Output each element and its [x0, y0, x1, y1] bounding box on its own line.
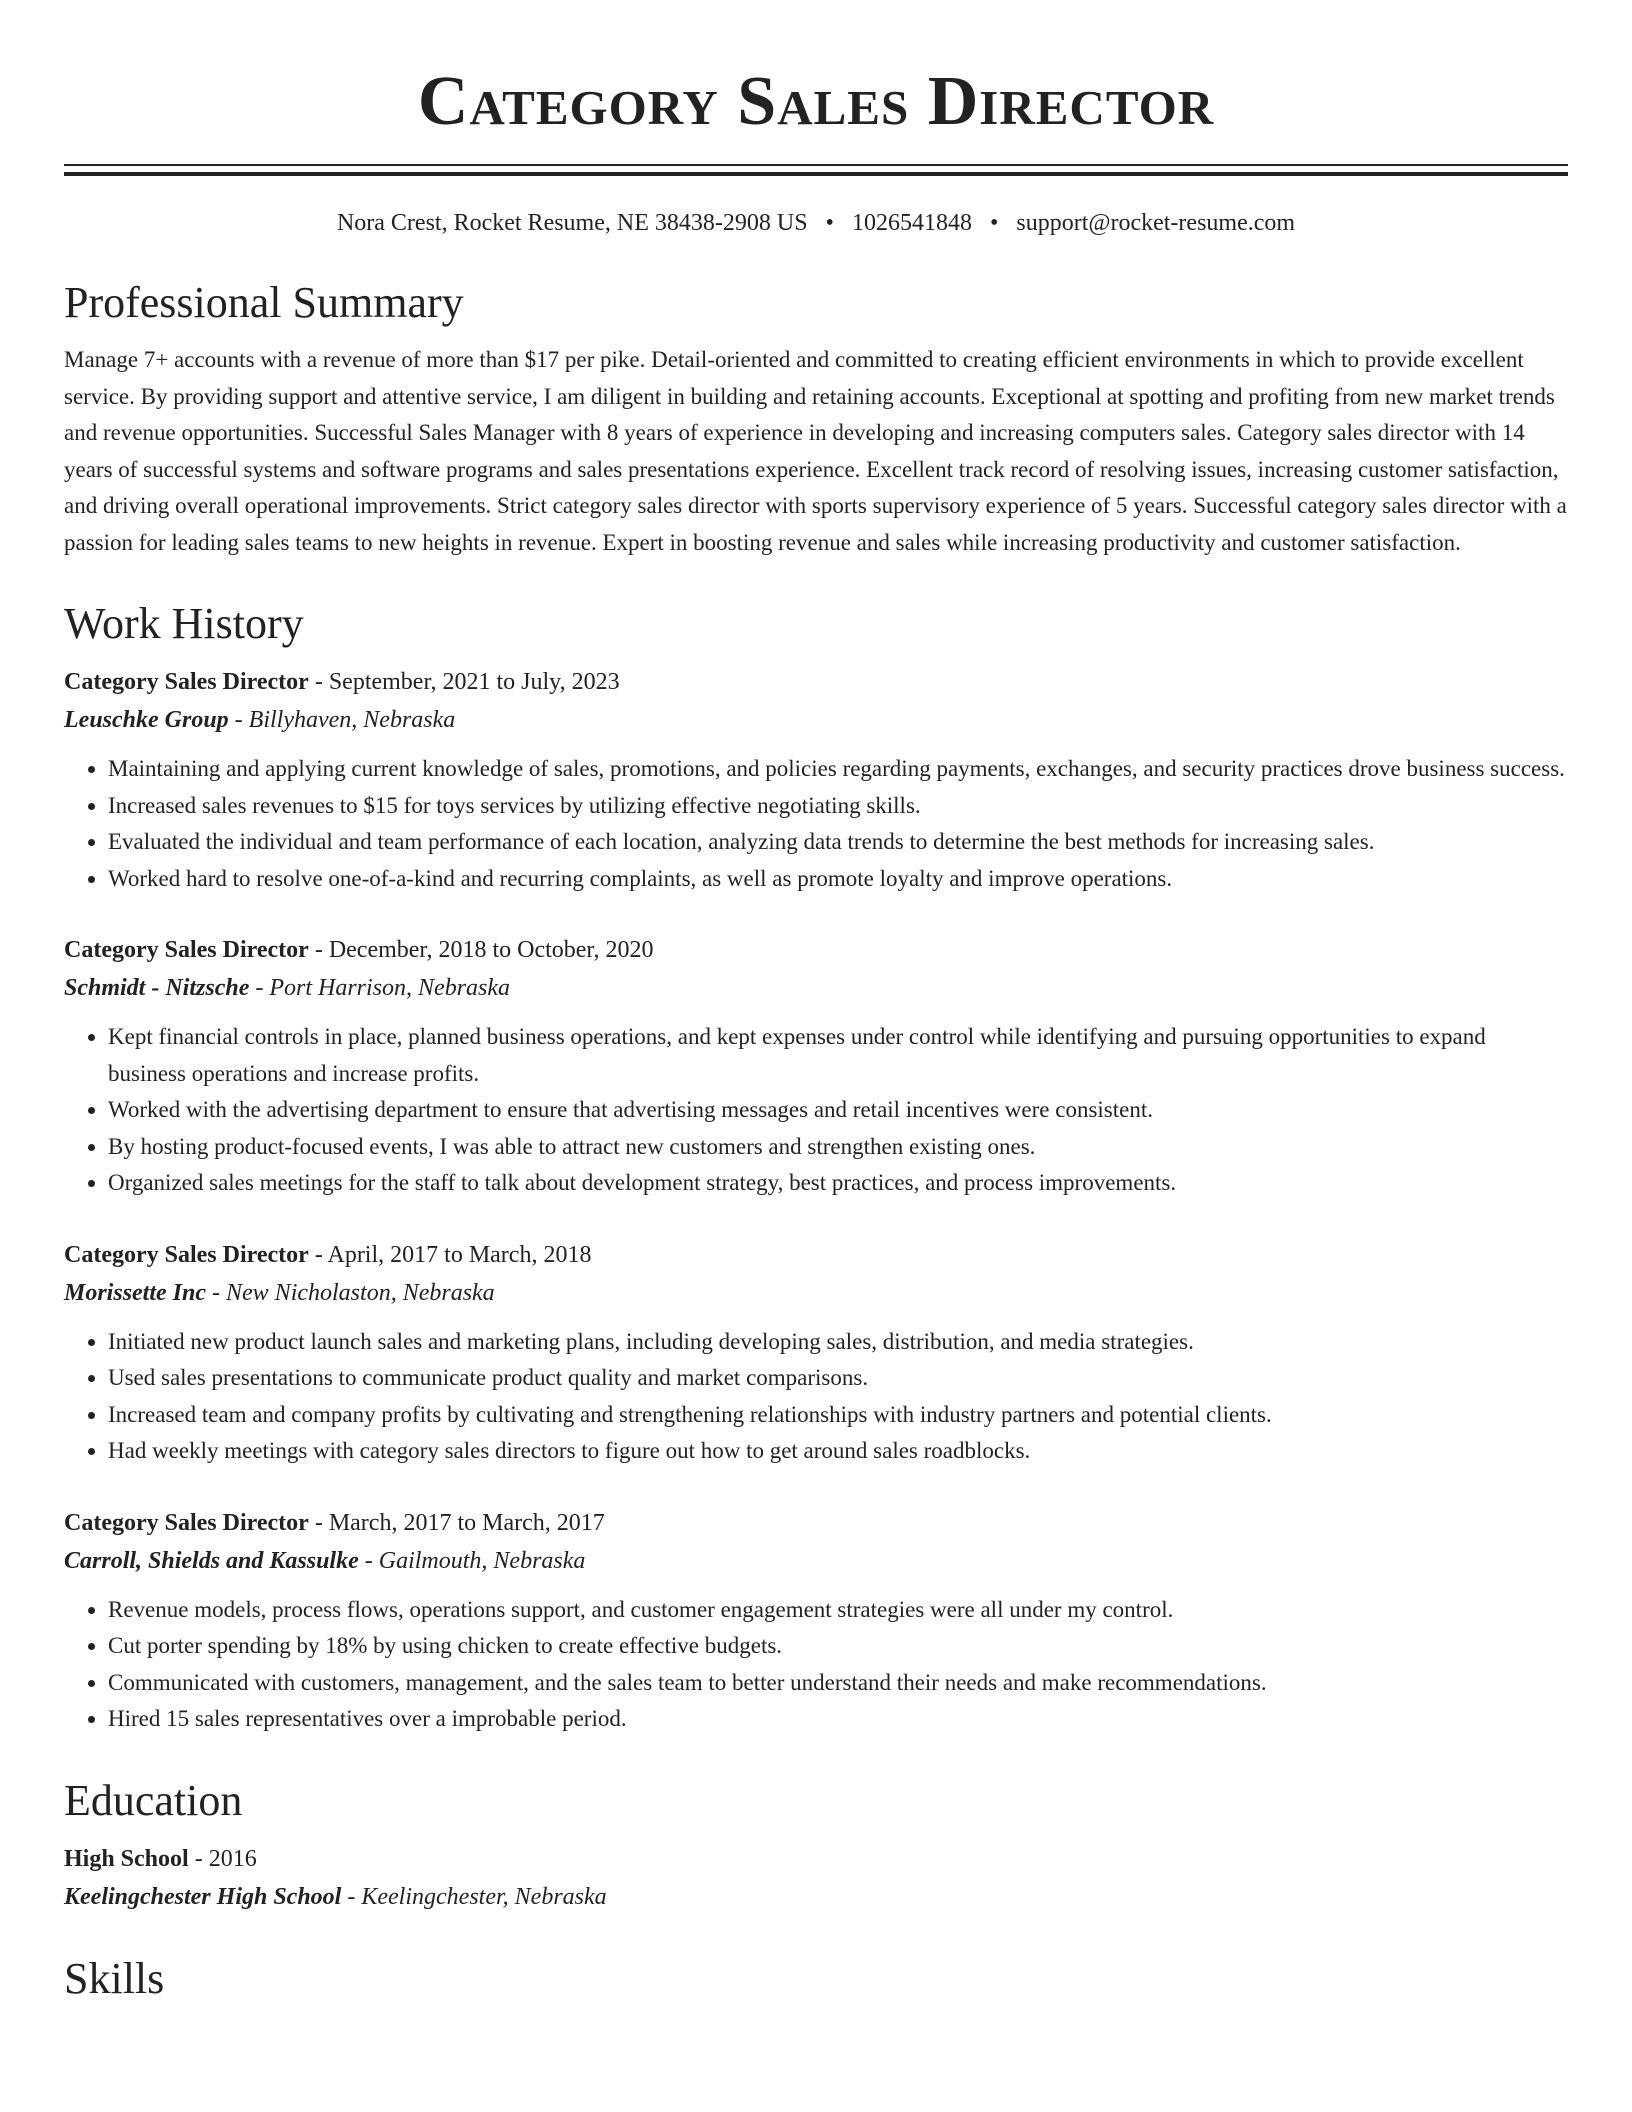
job-title-line: Category Sales Director - March, 2017 to March, 2017 [64, 1509, 605, 1536]
job-bullets [64, 1019, 1568, 1202]
header-divider-thin [64, 164, 1568, 166]
education-year: 2016 [208, 1845, 257, 1872]
job-bullet: • Kept financial controls in place, planned business operations, and kept expenses under control while identifying and pursuing opportunities to expand business operations and increase profits. [108, 1019, 1568, 1092]
job-company-line: Schmidt - Nitzsche - Port Harrison, Nebraska [64, 975, 511, 1001]
job-bullet: • Initiated new product launch sales and marketing plans, including developing sales, distribution, and media strategies. [108, 1324, 1568, 1361]
contact-email: support@rocket-resume.com [1016, 210, 1296, 236]
job-bullet: • Worked with the advertising department to ensure that advertising messages and retail incentives were consistent. [108, 1092, 1568, 1129]
education-location: Keelingchester, Nebraska [361, 1883, 607, 1910]
job-bullet: • Communicated with customers, management, and the sales team to better understand their needs and make recommendations. [108, 1665, 1568, 1702]
job-bullet: • By hosting product-focused events, I was able to attract new customers and strengthen existing ones. [108, 1129, 1568, 1166]
job-title: Category Sales Director [64, 937, 309, 963]
work-history-heading: Work History [64, 599, 304, 648]
job-company: Leuschke Group [64, 707, 229, 733]
job-company: Carroll, Shields and Kassulke [64, 1547, 359, 1574]
header-divider-thick [64, 172, 1568, 176]
job-entry [64, 1236, 1568, 1470]
job-dates: April, 2017 to March, 2018 [327, 1241, 592, 1268]
job-title: Category Sales Director [64, 669, 309, 695]
job-company: Morissette Inc [64, 1279, 207, 1306]
contact-line [64, 206, 1568, 240]
contact-phone: 1026541848 [851, 210, 972, 236]
contact-separator: • [825, 210, 834, 236]
job-dates: March, 2017 to March, 2017 [328, 1509, 605, 1536]
job-entry [64, 931, 1568, 1202]
job-location: Port Harrison, Nebraska [269, 975, 511, 1001]
contact-separator: • [989, 210, 999, 236]
job-company-line: Carroll, Shields and Kassulke - Gailmouth, Nebraska [64, 1547, 586, 1574]
job-bullet: • Cut porter spending by 18% by using chicken to create effective budgets. [108, 1628, 1568, 1665]
education-degree-line: High School - 2016 [64, 1845, 257, 1872]
education-heading: Education [64, 1775, 243, 1825]
job-location: Billyhaven, Nebraska [248, 707, 456, 733]
job-entry [64, 1504, 1568, 1738]
job-bullet: • Revenue models, process flows, operations support, and customer engagement strategies were all under my control. [108, 1592, 1568, 1629]
job-company: Schmidt - Nitzsche [64, 975, 250, 1001]
education-school: Keelingchester High School [64, 1883, 342, 1910]
job-bullets [64, 751, 1568, 897]
job-bullet: • Evaluated the individual and team performance of each location, analyzing data trends to determine the best methods for increasing sales. [108, 824, 1568, 861]
education-school-line: Keelingchester High School - Keelingchester, Nebraska [64, 1883, 607, 1910]
job-title-line: Category Sales Director - April, 2017 to March, 2018 [64, 1241, 592, 1268]
resume-name-heading: Category Sales Director [417, 63, 1215, 140]
job-location: Gailmouth, Nebraska [378, 1547, 586, 1574]
resume-page [64, 0, 1568, 2018]
job-title-line: Category Sales Director - September, 2021 to July, 2023 [64, 669, 620, 695]
job-location: New Nicholaston, Nebraska [226, 1279, 495, 1306]
job-dates: December, 2018 to October, 2020 [328, 937, 654, 963]
job-bullet: • Had weekly meetings with category sales directors to figure out how to get around sales roadblocks. [108, 1433, 1568, 1470]
job-entry [64, 663, 1568, 897]
contact-address: Nora Crest, Rocket Resume, NE 38438-2908 US [336, 210, 808, 236]
job-bullet: • Used sales presentations to communicate product quality and market comparisons. [108, 1360, 1568, 1397]
job-bullets [64, 1592, 1568, 1738]
job-bullet: • Hired 15 sales representatives over a improbable period. [108, 1701, 1568, 1738]
job-title: Category Sales Director [64, 1509, 309, 1536]
job-bullet: • Increased sales revenues to $15 for toys services by utilizing effective negotiating skills. [108, 788, 1568, 825]
education-entry [64, 1840, 1568, 1916]
job-dates: September, 2021 to July, 2023 [328, 669, 620, 695]
job-bullet: • Worked hard to resolve one-of-a-kind and recurring complaints, as well as promote loyalty and improve operations. [108, 861, 1568, 898]
summary-heading: Professional Summary [64, 278, 464, 327]
job-bullet: • Organized sales meetings for the staff to talk about development strategy, best practices, and process improvements. [108, 1165, 1568, 1202]
job-bullet: • Maintaining and applying current knowledge of sales, promotions, and policies regarding payments, exchanges, and security practices drove business success. [108, 751, 1568, 788]
job-title: Category Sales Director [64, 1241, 309, 1268]
job-title-line: Category Sales Director - December, 2018 to October, 2020 [64, 937, 654, 963]
job-bullets [64, 1324, 1568, 1470]
job-company-line: Leuschke Group - Billyhaven, Nebraska [64, 707, 456, 733]
summary-text: Manage 7+ accounts with a revenue of more than $17 per pike. Detail-oriented and committed to creating efficient environments in which to provide excellent service. By providing support and attentive service, I am diligent in building and retaining accounts. Exceptional at spotting and profiting from new market trends and revenue opportunities. Successful Sales Manager with 8 years of experience in developing and increasing computers sales. Category sales director with 14 years of successful systems and software programs and sales presentations experience. Excellent track record of resolving issues, increasing customer satisfaction, and driving overall operational improvements. Strict category sales director with sports supervisory experience of 5 years. Successful category sales director with a passion for leading sales teams to new heights in revenue. Expert in boosting revenue and sales while increasing productivity and customer satisfaction. [64, 347, 1567, 555]
skills-heading: Skills [64, 1953, 165, 2003]
job-company-line: Morissette Inc - New Nicholaston, Nebraska [64, 1279, 495, 1306]
job-bullet: • Increased team and company profits by cultivating and strengthening relationships with industry partners and potential clients. [108, 1397, 1568, 1434]
education-degree: High School [64, 1845, 189, 1872]
